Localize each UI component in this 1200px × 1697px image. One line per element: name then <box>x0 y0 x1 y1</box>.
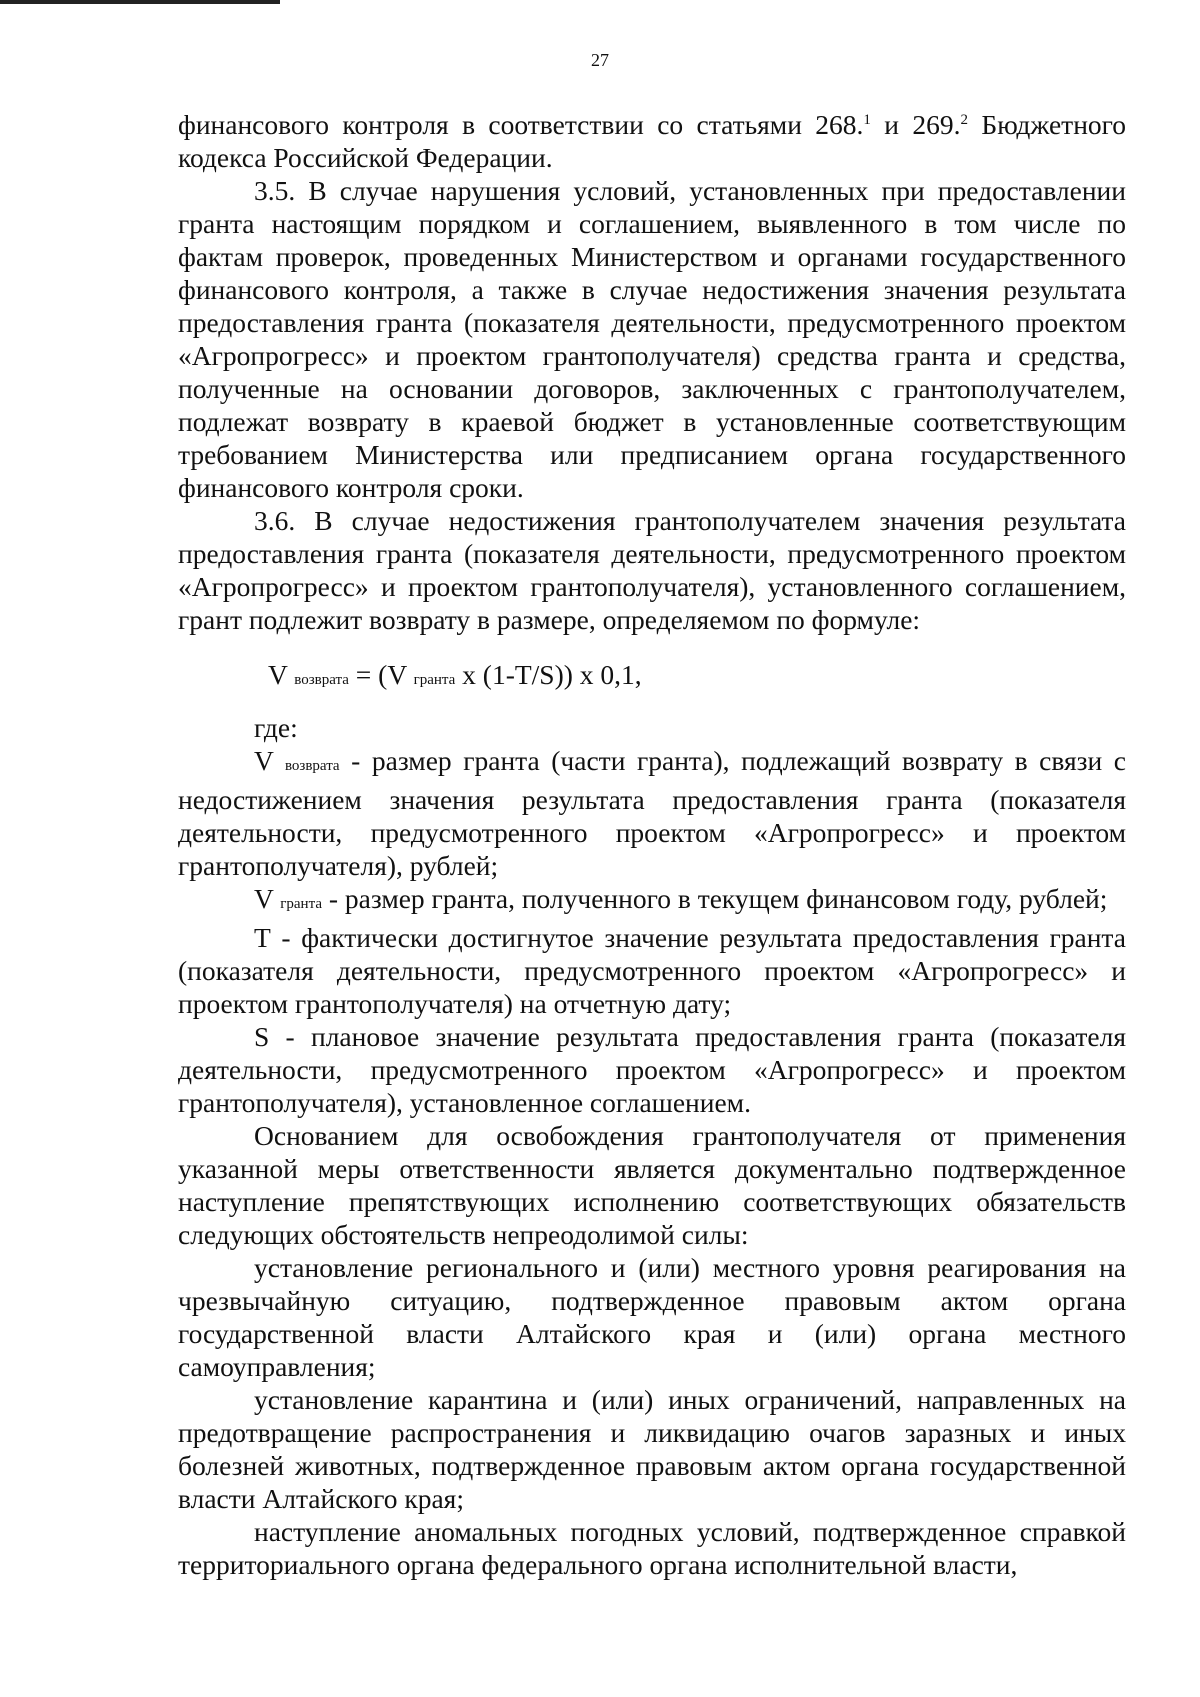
text-fragment: Бюджетного кодекса Российской Федерации. <box>178 109 1127 173</box>
var-letter: V <box>254 745 274 776</box>
definition-text: - размер гранта (части гранта), подлежащий возврату в связи с недостижением значения результата предоставления гранта (показателя деятельности, предусмотренного проектом «Агропрогресс» и проектом грантополучателя), рублей; <box>178 745 1126 881</box>
formula-sub-granta: гранта <box>413 672 456 688</box>
formula-v: V <box>268 659 288 690</box>
scan-edge-bar <box>0 0 280 4</box>
where-label: где: <box>254 712 298 743</box>
paragraph-osnovanie: Основанием для освобождения грантополучателя от применения указанной меры ответственности является документально подтвержденное наступление препятствующих исполнению соответствующих обязательств следующих обстоятельств непреодолимой силы: <box>178 1120 1126 1250</box>
definition-s: S - плановое значение результата предоставления гранта (показателя деятельности, предусмотренного проектом «Агропрогресс» и проектом грантополучателя), установленное соглашением. <box>178 1021 1126 1118</box>
text-fragment: финансового контроля в соответствии со статьями 268. <box>178 109 864 140</box>
force-majeure-item-3: наступление аномальных погодных условий, подтвержденное справкой территориального органа федерального органа исполнительной власти, <box>178 1516 1126 1580</box>
formula-sub-vozvrata: возврата <box>294 672 349 688</box>
definition-text: - размер гранта, полученного в текущем финансовом году, рублей; <box>321 883 1108 914</box>
definition-t: Т - фактически достигнутое значение результата предоставления гранта (показателя деятельности, предусмотренного проектом «Агропрогресс» и проектом грантополучателя) на отчетную дату; <box>178 922 1126 1019</box>
force-majeure-item-1: установление регионального и (или) местного уровня реагирования на чрезвычайную ситуацию, подтвержденное правовым актом органа государственной власти Алтайского края и (или) органа местного самоуправления; <box>178 1252 1126 1382</box>
var-sub: возврата <box>284 758 340 774</box>
page-number: 27 <box>591 50 609 70</box>
document-body <box>178 108 1126 1581</box>
formula-rest: x (1-T/S)) x 0,1, <box>455 659 642 690</box>
paragraph-3-5: 3.5. В случае нарушения условий, установленных при предоставлении гранта настоящим порядком и соглашением, выявленного в том числе по фактам проверок, проведенных Министерством и органами государственного финансового контроля, а также в случае недостижения значения результата предоставления гранта (показателя деятельности, предусмотренного проектом «Агропрогресс» и проектом грантополучателя) средства гранта и средства, полученные на основании договоров, заключенных с грантополучателем, подлежат возврату в краевой бюджет в установленные соответствующим требованием Министерства или предписанием органа государственного финансового контроля сроки. <box>178 175 1126 503</box>
var-sub: гранта <box>280 896 322 912</box>
definition-v-vozvrata <box>178 744 1126 882</box>
var-v <box>254 745 340 776</box>
paragraph-continuation <box>178 108 1126 174</box>
superscript-2: 2 <box>960 111 969 128</box>
definition-v-granta <box>178 882 1126 921</box>
superscript-1: 1 <box>863 111 871 128</box>
return-formula <box>178 658 1126 697</box>
text-fragment: и 269. <box>870 109 961 140</box>
force-majeure-item-2: установление карантина и (или) иных ограничений, направленных на предотвращение распространения и ликвидацию очагов заразных и иных болезней животных, подтвержденное правовым актом органа государственной власти Алтайского края; <box>178 1384 1126 1514</box>
paragraph-3-6: 3.6. В случае недостижения грантополучателем значения результата предоставления гранта (показателя деятельности, предусмотренного проектом «Агропрогресс» и проектом грантополучателя), установленного соглашением, грант подлежит возврату в размере, определяемом по формуле: <box>178 505 1126 635</box>
var-v <box>254 883 322 914</box>
formula-eq: = (V <box>348 659 414 690</box>
var-letter: V <box>254 883 274 914</box>
